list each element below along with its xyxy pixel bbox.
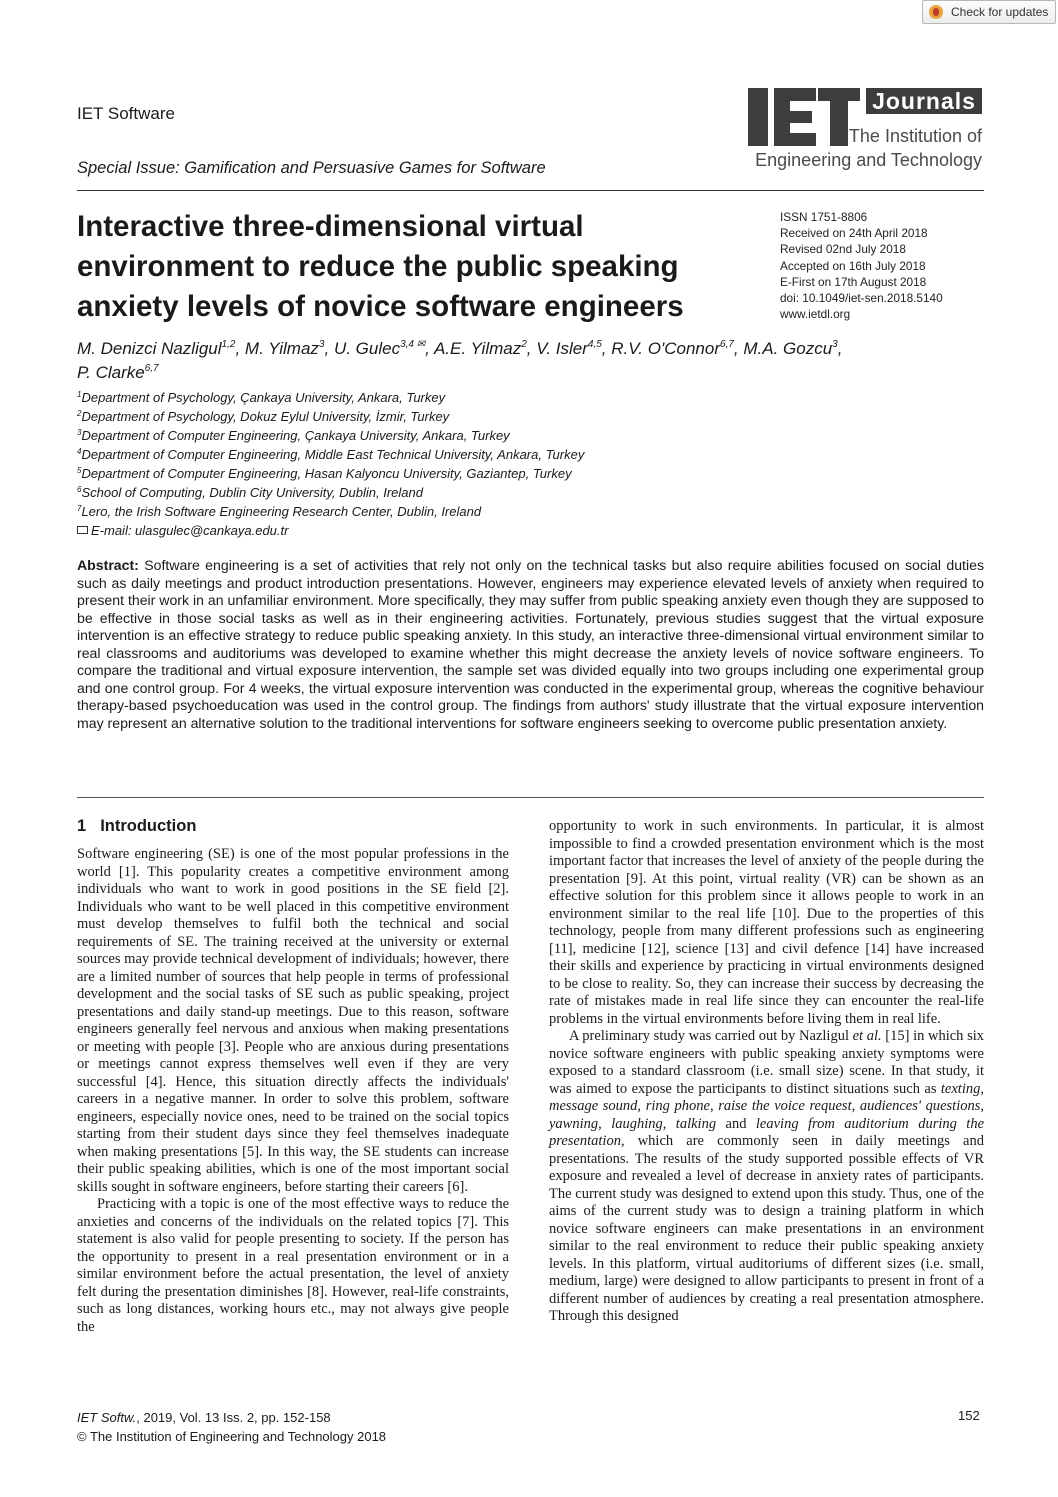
- body-paragraph: opportunity to work in such environments. In particular, it is almost impossible to find a crowded presentation environment which is the most important factor that increases the level of anxiety of the people during the presentation [9]. At this point, virtual reality (VR) can be shown as an effective solution for this problem since it allows people to work in an environment similar to the real life [10]. Due to the properties of this technology, people from many different professions such as engineering [11], medicine [12], science [13] and civil defence [14] have increased their skills and experience by practicing in virtual environments designed to be close to reality. So, they can increase their success by decreasing the rate of mistakes made in real life since they can encounter the real-life problems in the virtual environments before living them in real life.: [549, 818, 984, 1027]
- author-list: M. Denizci Nazligul$^{1,2}$, M. Yilmaz$^3$, U. Gulec$^{3,4 ✉}$, A.E. Yilmaz$^2$, V. Isler$^{4,5}$, R.V. O'Connor$^{6,7}$, M.A. Gozcu$^3$, P. Clarke$^{6,7}$: [77, 339, 843, 382]
- iet-logo: [748, 86, 984, 178]
- revised-date: Revised 02nd July 2018: [780, 242, 906, 257]
- affiliation-list: [77, 388, 584, 540]
- body-paragraph: Practicing with a topic is one of the most effective ways to reduce the anxieties and concerns of the individuals on the related topics [7]. This statement is also valid for people presenting to society. If the person has the opportunity to present in a real presentation environment or in a similar environment before the actual presentation, the level of anxiety felt during the presentation diminishes [8]. However, real-life constraints, such as long distances, working hours etc., may not always give people the: [77, 1196, 509, 1335]
- author-affiliation-marks: 6,7: [144, 363, 159, 374]
- affiliation-item: $^6$School of Computing, Dublin City University, Dublin, Ireland: [77, 485, 423, 500]
- affiliation-item: $^4$Department of Computer Engineering, Middle East Technical University, Ankara, Turkey: [77, 447, 585, 462]
- abstract: [77, 557, 984, 732]
- title-line: Interactive three-dimensional virtual: [77, 210, 584, 243]
- website-link[interactable]: www.ietdl.org: [780, 307, 851, 322]
- abstract-text: Software engineering is a set of activities that rely not only on the technical tasks but also require abilities focused on social duties such as daily meetings and product introduction presentations. However, engineers may experience elevated levels of anxiety when required to present their work in an unfamiliar environment. More specifically, they may suffer from public speaking anxiety even though they are supposed to be effective in those social tasks as well as in their engineering activities. Fortunately, previous studies suggest that the virtual exposure intervention is an effective strategy to reduce public speaking anxiety. In this study, an interactive three-dimensional virtual environment similar to real classrooms and auditoriums was developed to examine whether this might decrease the anxiety levels of novice software engineers. To compare the traditional and virtual exposure intervention, the sample set was divided equally into two groups including one experimental group and one control group. For 4 weeks, the virtual exposure intervention was conducted in the experimental group, whereas the cognitive behaviour therapy-based psychoeducation was used in the control group. The findings from authors' study illustrate that the virtual exposure intervention may represent an alternative solution to the traditional interventions for software engineers seeking to overcome public presentation anxiety.: [77, 557, 984, 731]
- author-affiliation-marks: 3,4 ✉: [400, 339, 426, 350]
- author-name: M.A. Gozcu: [743, 339, 833, 358]
- doi-link[interactable]: doi: 10.1049/iet-sen.2018.5140: [780, 291, 943, 306]
- e-first-date: E-First on 17th August 2018: [780, 274, 927, 289]
- check-for-updates-label: Check for updates: [951, 5, 1049, 19]
- journal-name: IET Software: [77, 104, 175, 123]
- crossmark-icon: [929, 5, 943, 19]
- article-metadata: [780, 209, 943, 322]
- abstract-divider: [77, 797, 984, 798]
- check-for-updates-button[interactable]: [922, 0, 1056, 24]
- author-name: R.V. O'Connor: [611, 339, 720, 358]
- author-affiliation-marks: 4,5: [587, 339, 602, 350]
- affiliation-item: $^3$Department of Computer Engineering, Çankaya University, Ankara, Turkey: [77, 428, 510, 443]
- header-divider: [77, 190, 984, 191]
- issn: ISSN 1751-8806: [780, 210, 868, 224]
- page-number: 152: [958, 1408, 980, 1423]
- envelope-icon: [77, 526, 88, 534]
- special-issue: Special Issue: Gamification and Persuasive Games for Software: [77, 159, 546, 177]
- body-column-right: [549, 818, 984, 1326]
- author-affiliation-marks: 2: [521, 339, 527, 350]
- author-affiliation-marks: 1,2: [221, 339, 236, 350]
- author-name: P. Clarke: [77, 363, 145, 382]
- author-name: M. Denizci Nazligul: [77, 339, 222, 358]
- title-line: anxiety levels of novice software engineers: [77, 290, 684, 323]
- logo-institution-line2: Engineering and Technology: [755, 150, 982, 170]
- footer-volume-info: , 2019, Vol. 13 Iss. 2, pp. 152-158: [136, 1410, 331, 1425]
- footer-citation: [77, 1408, 386, 1446]
- iet-wordmark-icon: [748, 86, 860, 150]
- article-title: [77, 207, 757, 327]
- affiliation-item: $^2$Department of Psychology, Dokuz Eylul University, İzmir, Turkey: [77, 409, 450, 424]
- author-name: M. Yilmaz: [244, 339, 319, 358]
- author-name: V. Isler: [536, 339, 588, 358]
- author-name: U. Gulec: [333, 339, 401, 358]
- affiliation-item: $^7$Lero, the Irish Software Engineering Research Center, Dublin, Ireland: [77, 504, 482, 519]
- logo-institution-line1: The Institution of: [848, 126, 982, 146]
- author-affiliation-marks: 3: [832, 339, 838, 350]
- body-paragraph: Software engineering (SE) is one of the most popular professions in the world [1]. This popularity creates a competitive environment among individuals who want to work in good positions in the SE field [2]. Individuals who want to be well placed in this competitive environment must develop themselves to fulfil both the technical and social requirements of SE. The training received at the university or external sources may provide technical development of individuals; however, there are a limited number of sources that help people in terms of professional development and the social tasks of SE such as public speaking, project presentations and daily stand-up meetings. Due to this reason, software engineers generally feel nervous and anxious when making presentations or meeting with people [3]. People who are anxious during presentations or meetings cannot express themselves well even if they are very successful [4]. Hence, this situation directly affects the individuals' careers in a negative manner. In order to solve this problem, software engineers, especially novice ones, need to be trained on the social topics starting from their student days since they feel themselves inadequate when making presentations [5]. In this way, the SE students can increase their public speaking abilities, which is one of the most important social skills sought in software engineers, before starting their careers [6].: [77, 846, 509, 1195]
- affiliation-item: $^5$Department of Computer Engineering, Hasan Kalyoncu University, Gaziantep, Turkey: [77, 466, 572, 481]
- author-affiliation-marks: 3: [318, 339, 325, 350]
- corresponding-email[interactable]: E-mail: ulasgulec@cankaya.edu.tr: [77, 521, 584, 540]
- body-paragraph: A preliminary study was carried out by Nazligul et al. [15] in which six novice software engineers with public speaking anxiety symptoms were exposed to a standard classroom (i.e. small size) scene. In that study, it was aimed to expose the participants to distinct situations such as texting, message sound, ring phone, raise the voice request, audiences' questions, yawning, laughing, talking and leaving from auditorium during the presentation, which are commonly seen in daily meetings and presentations. The results of the study supported possible effects of VR exposure and revealed a level of decrease in anxiety rates of participants. The current study was designed to extend upon this study. Thus, one of the aims of the current study was to design a training platform in which novice software engineers can make presentations in an environment similar to the real environment to reduce their public speaking anxiety levels. In this platform, virtual auditoriums of different sizes (i.e. small, medium, large) were designed to allow participants to present in front of a different number of audiences by creating a real presentation atmosphere. Through this designed: [549, 1028, 985, 1324]
- author-name: A.E. Yilmaz: [433, 339, 522, 358]
- body-column-left: [77, 846, 509, 1336]
- section-title: Introduction: [100, 817, 197, 835]
- title-line: environment to reduce the public speaking: [77, 250, 679, 283]
- section-heading: [77, 817, 196, 836]
- accepted-date: Accepted on 16th July 2018: [780, 258, 926, 273]
- footer-journal-abbrev: IET Softw.: [77, 1410, 137, 1425]
- logo-journals-label: Journals: [866, 88, 982, 114]
- author-affiliation-marks: 6,7: [719, 339, 734, 350]
- footer-copyright: © The Institution of Engineering and Technology 2018: [77, 1429, 387, 1444]
- affiliation-item: $^1$Department of Psychology, Çankaya University, Ankara, Turkey: [77, 390, 446, 405]
- section-number: 1: [77, 817, 87, 835]
- abstract-label: Abstract:: [77, 557, 139, 573]
- received-date: Received on 24th April 2018: [780, 226, 928, 241]
